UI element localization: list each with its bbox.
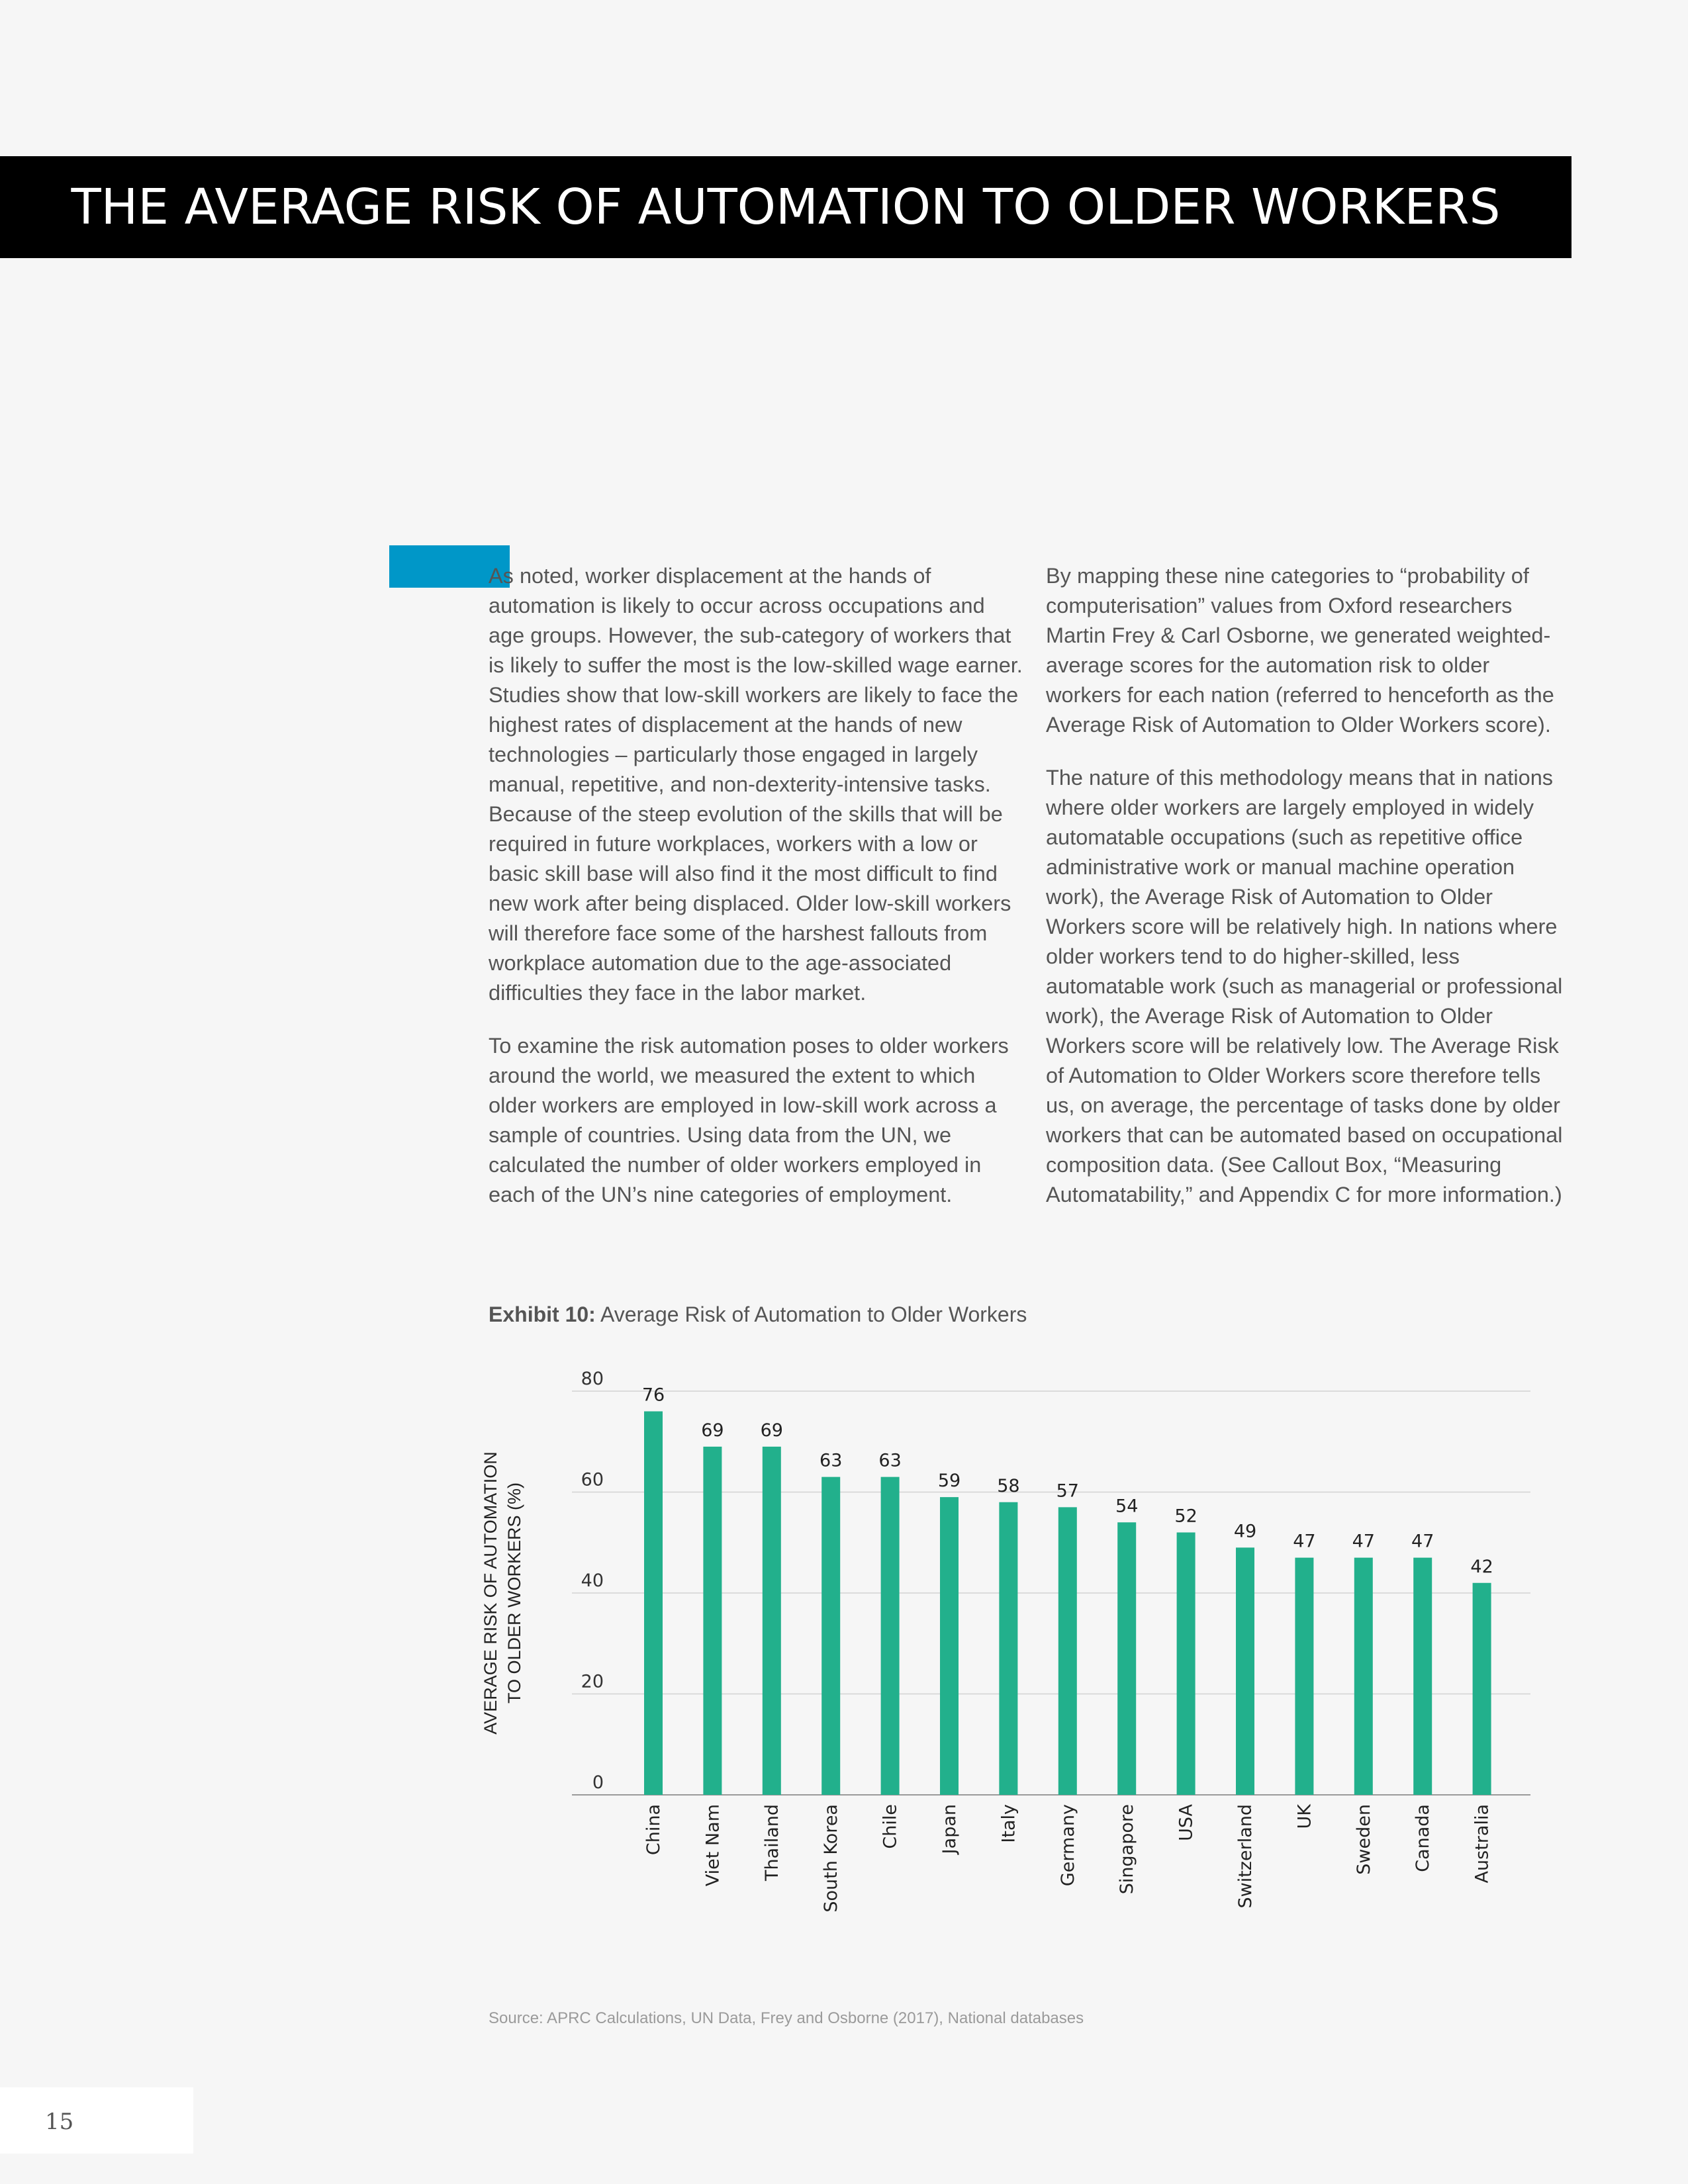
data-label: 58 (997, 1475, 1020, 1496)
x-tick-label: Japan (939, 1804, 960, 1854)
bar (1177, 1533, 1196, 1796)
data-label: 49 (1233, 1521, 1257, 1542)
bar (1473, 1583, 1491, 1795)
bar (821, 1477, 840, 1795)
data-label: 63 (878, 1450, 902, 1471)
body-paragraph: As noted, worker displacement at the hands of automation is likely to occur across occupations and age groups. However, the sub-category of workers that is likely to suffer the most is the low-skilled wage earner. Studies show that low-skill workers are likely to face the highest rates of displacement at the hands of new technologies – particularly those engaged in largely manual, repetitive, and non-dexterity-intensive tasks. Because of the steep evolution of the skills that will be required in future workplaces, workers with a low or basic skill base will also find it the most difficult to find new work after being displaced. Older low-skill workers will therefore face some of the harshest fallouts from workplace automation due to the age-associated difficulties they face in the labor market. (489, 564, 1023, 1005)
x-tick-label: UK (1294, 1804, 1315, 1829)
bar (1354, 1558, 1373, 1795)
x-tick-label: Chile (880, 1804, 901, 1849)
y-tick-label: 20 (581, 1671, 604, 1692)
x-tick-label: Thailand (761, 1804, 782, 1881)
data-label: 63 (820, 1450, 843, 1471)
bar (763, 1447, 781, 1795)
bar (940, 1497, 959, 1795)
data-label: 42 (1470, 1556, 1493, 1577)
y-tick-label: 60 (581, 1469, 604, 1490)
body-paragraph: To examine the risk automation poses to older workers around the world, we measured the extent to which older workers are employed in low-skill work across a sample of countries. Using data from the UN, we calculated the number of older workers employed in each of the UN’s nine categories of employment. (489, 1034, 1009, 1206)
bar-chart (463, 1357, 1562, 1926)
y-tick-label: 80 (581, 1369, 604, 1389)
right-column (1046, 561, 1569, 1233)
data-label: 52 (1174, 1506, 1197, 1527)
y-tick-label: 40 (581, 1570, 604, 1591)
left-column (489, 561, 1025, 1233)
bar (1295, 1558, 1313, 1795)
x-tick-label: China (643, 1804, 664, 1856)
data-label: 59 (937, 1471, 961, 1492)
x-tick-label: Sweden (1353, 1804, 1374, 1875)
data-label: 69 (760, 1420, 783, 1441)
x-tick-label: Singapore (1117, 1804, 1138, 1895)
body-paragraph: The nature of this methodology means that in nations where older workers are largely employed in widely automatable occupations (such as repetitive office administrative work or manual machine operation work), the Average Risk of Automation to Older Workers score will be relatively high. In nations where older workers tend to do higher-skilled, less automatable work (such as managerial or professional work), the Average Risk of Automation to Older Workers score will be relatively low. The Average Risk of Automation to Older Workers score therefore tells us, on average, the percentage of tasks done by older workers that can be automated based on occupational composition data. (See Callout Box, “Measuring Automatability,” and Appendix C for more information.) (1046, 766, 1563, 1206)
bar (1117, 1522, 1136, 1795)
exhibit-caption (489, 1302, 1027, 1327)
bar (703, 1447, 722, 1795)
exhibit-title: Average Risk of Automation to Older Workers (600, 1302, 1027, 1326)
page-number-tab (0, 2087, 193, 2154)
data-label: 47 (1293, 1531, 1316, 1552)
title-bar (0, 156, 1571, 258)
data-label: 54 (1115, 1496, 1139, 1517)
x-tick-label: South Korea (821, 1804, 842, 1913)
x-tick-label: Canada (1413, 1804, 1434, 1872)
page-number: 15 (45, 2109, 74, 2135)
data-label: 47 (1411, 1531, 1434, 1552)
body-paragraph: By mapping these nine categories to “probability of computerisation” values from Oxford researchers Martin Frey & Carl Osborne, we generated weighted-average scores for the automation risk to older workers for each nation (referred to henceforth as the Average Risk of Automation to Older Workers score). (1046, 564, 1554, 737)
bar (999, 1502, 1017, 1795)
bar (1236, 1547, 1254, 1795)
page-title: THE AVERAGE RISK OF AUTOMATION TO OLDER WORKERS (71, 179, 1501, 236)
bar (644, 1412, 663, 1796)
x-tick-label: Switzerland (1235, 1804, 1256, 1909)
x-tick-label: USA (1176, 1804, 1197, 1841)
data-label: 47 (1352, 1531, 1375, 1552)
x-tick-label: Australia (1472, 1804, 1493, 1884)
y-axis-title: AVERAGE RISK OF AUTOMATION (481, 1451, 500, 1735)
y-tick-label: 0 (592, 1772, 604, 1793)
x-tick-label: Italy (998, 1804, 1019, 1843)
data-label: 76 (641, 1385, 665, 1406)
source-note: Source: APRC Calculations, UN Data, Frey and Osborne (2017), National databases (489, 2009, 1084, 2027)
x-tick-label: Viet Nam (702, 1804, 724, 1887)
data-label: 69 (701, 1420, 724, 1441)
bar (1058, 1507, 1077, 1795)
exhibit-label: Exhibit 10: (489, 1302, 596, 1326)
y-axis-title: TO OLDER WORKERS (%) (504, 1482, 524, 1704)
x-tick-label: Germany (1057, 1804, 1078, 1887)
data-label: 57 (1056, 1480, 1079, 1502)
bar (1413, 1558, 1432, 1795)
bar (881, 1477, 900, 1795)
